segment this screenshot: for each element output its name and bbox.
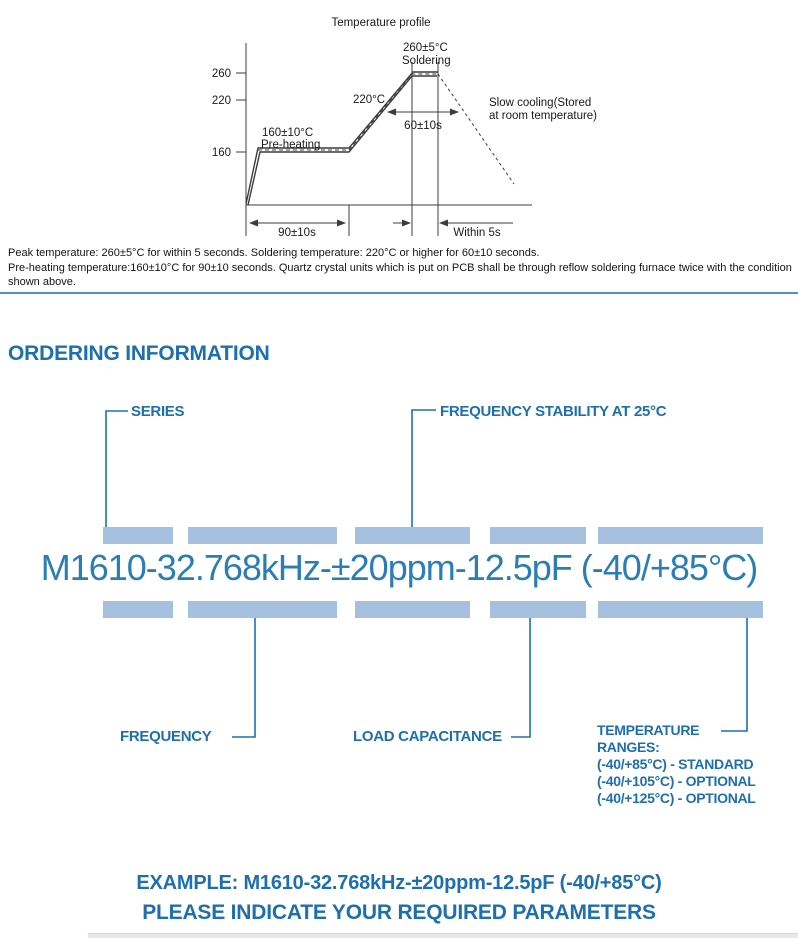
cooling-dashed-line — [438, 74, 514, 184]
label-peak-temp: 260±5°C — [403, 42, 448, 54]
note-preheating-temperature: Pre-heating temperature:160±10°C for 90±10 seconds. Quartz crystal units which is put on PCB shall be through reflow soldering furnace twice with the condition shown above. — [8, 261, 792, 288]
ordering-information-heading: ORDERING INFORMATION — [8, 342, 270, 365]
tick-label-220: 220 — [211, 95, 231, 107]
temperature-profile-chart — [0, 0, 798, 245]
label-soldering: Soldering — [402, 55, 451, 67]
segment-bar-top-stability — [355, 527, 470, 544]
temperature-ranges-label-line2: RANGES: — [597, 739, 660, 755]
label-60s: 60±10s — [404, 120, 442, 132]
label-90s: 90±10s — [278, 227, 316, 239]
segment-bar-bottom-frequency — [188, 601, 337, 618]
frequency-label: FREQUENCY — [120, 728, 212, 745]
temperature-ranges-block — [597, 722, 756, 807]
segment-bar-top-frequency — [188, 527, 337, 544]
segment-bar-bottom-series — [103, 601, 173, 618]
temperature-range-optional-105: (-40/+105°C) - OPTIONAL — [597, 773, 756, 789]
label-slow-cooling-1: Slow cooling(Stored — [489, 97, 592, 109]
part-number: M1610-32.768kHz-±20ppm-12.5pF (-40/+85°C) — [40, 547, 758, 588]
page-bottom-strip — [88, 933, 798, 938]
label-preheating: Pre-heating — [261, 139, 321, 151]
temperature-ranges-label-line1: TEMPERATURE — [597, 722, 700, 738]
chart-title: Temperature profile — [331, 17, 431, 29]
load-capacitance-connector — [511, 618, 530, 737]
load-capacitance-label: LOAD CAPACITANCE — [353, 728, 502, 745]
segment-bar-bottom-load-capacitance — [490, 601, 586, 618]
soldering-notes — [8, 246, 792, 290]
segment-bar-top-temperature-range — [598, 527, 763, 544]
tick-label-260: 260 — [211, 68, 231, 80]
temperature-range-optional-125: (-40/+125°C) - OPTIONAL — [597, 790, 756, 806]
temperature-range-standard: (-40/+85°C) - STANDARD — [597, 756, 754, 772]
series-connector — [106, 411, 128, 528]
segment-bar-top-series — [103, 527, 173, 544]
please-indicate-line: PLEASE INDICATE YOUR REQUIRED PARAMETERS — [142, 901, 656, 924]
label-220c: 220°C — [353, 94, 386, 106]
label-preheat-temp: 160±10°C — [262, 127, 314, 139]
label-slow-cooling-2: at room temperature) — [489, 110, 598, 122]
frequency-stability-label: FREQUENCY STABILITY AT 25°C — [440, 403, 667, 420]
segment-bar-bottom-stability — [355, 601, 470, 618]
frequency-stability-connector — [412, 410, 436, 528]
segment-bar-top-load-capacitance — [490, 527, 586, 544]
tick-label-160: 160 — [211, 147, 231, 159]
segment-bar-bottom-temperature-range — [598, 601, 763, 618]
example-part-number-line: EXAMPLE: M1610-32.768kHz-±20ppm-12.5pF (-40/+85°C) — [136, 872, 662, 894]
note-peak-temperature: Peak temperature: 260±5°C for within 5 seconds. Soldering temperature: 220°C or higher for 60±10 seconds. — [8, 247, 540, 259]
series-label: SERIES — [131, 403, 185, 420]
temperature-ranges-connector — [721, 618, 747, 731]
section-separator-line — [0, 292, 798, 294]
frequency-connector — [232, 618, 255, 737]
label-within-5s: Within 5s — [453, 227, 501, 239]
